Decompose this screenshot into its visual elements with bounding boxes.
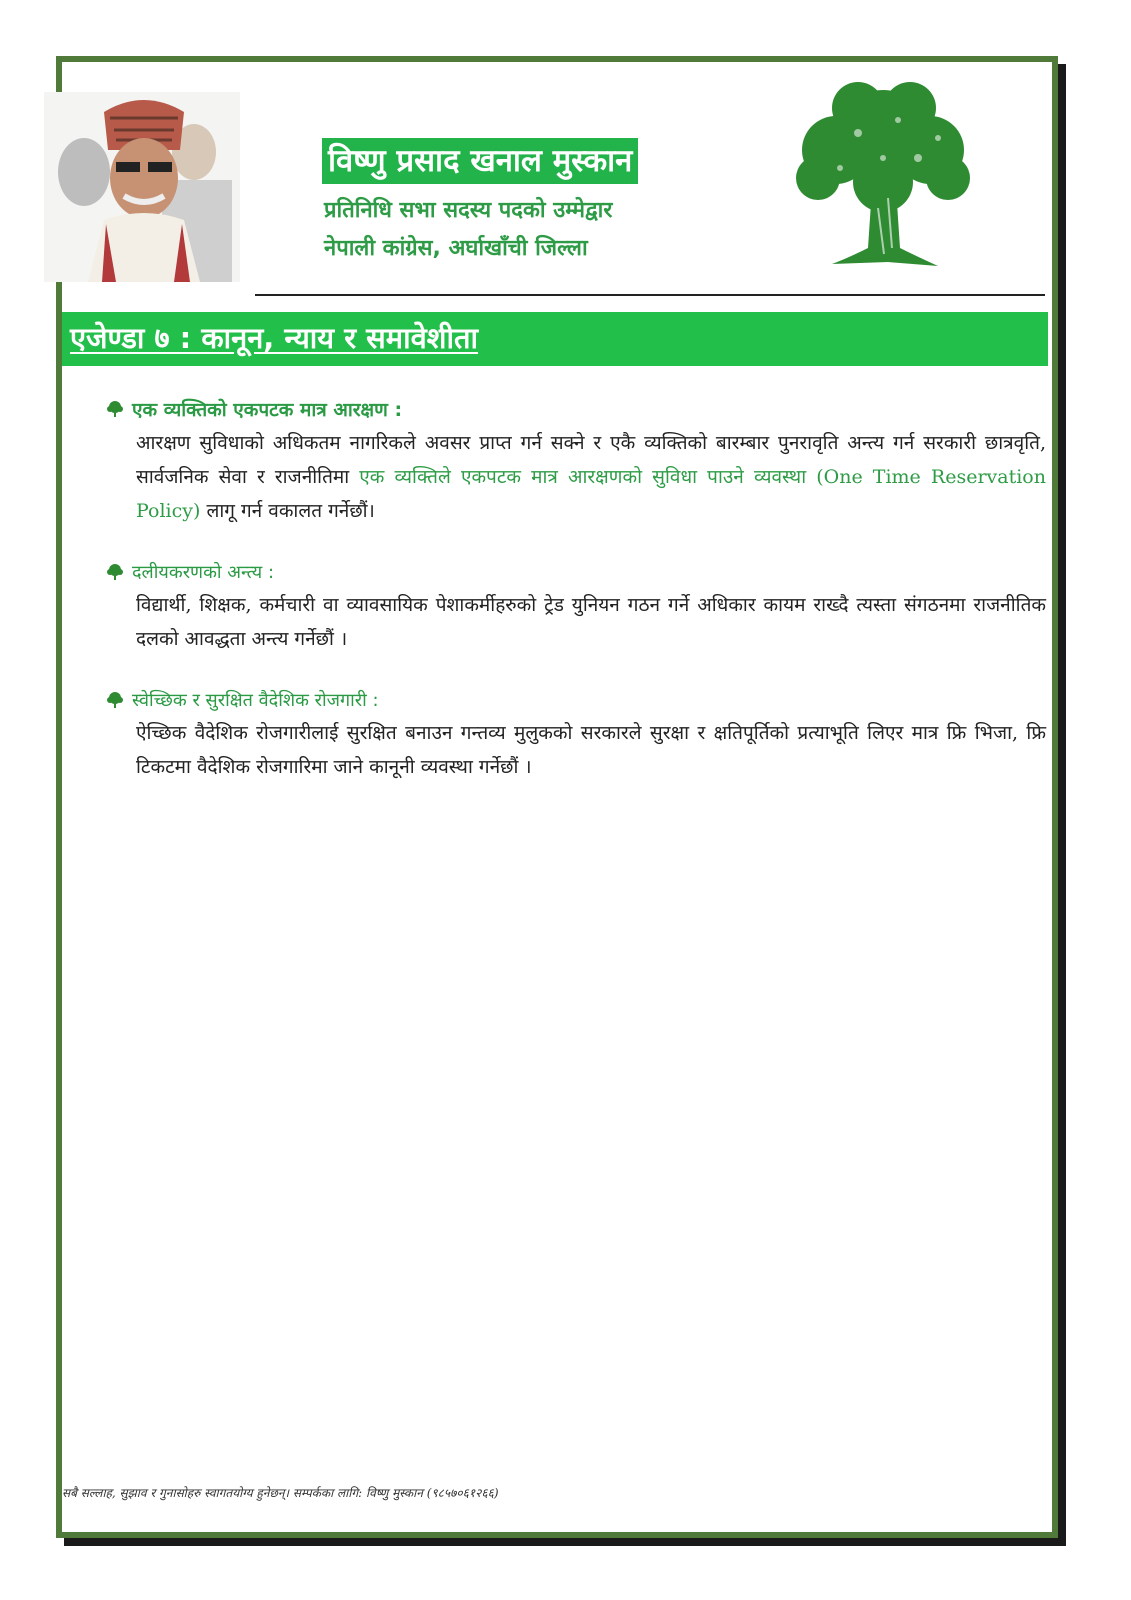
section-body: विद्यार्थी, शिक्षक, कर्मचारी वा व्यावसायिक पेशाकर्मीहरुको ट्रेड युनियन गठन गर्ने अधिकार कायम राख्दै त्यस्ता संगठनमा राजनीतिक दलको आवद्धता अन्त्य गर्नेछौं । <box>136 594 1046 650</box>
tree-icon <box>788 78 978 274</box>
section-heading: स्वेच्छिक र सुरक्षित वैदेशिक रोजगारी : <box>132 690 379 711</box>
section-foreign-employment <box>106 688 1056 784</box>
body-text-end: लागू गर्न वकालत गर्नेछौं। <box>200 500 375 522</box>
candidate-photo <box>44 92 240 282</box>
tree-bullet-icon <box>106 563 124 581</box>
section-heading: एक व्यक्तिको एकपटक मात्र आरक्षण : <box>132 399 403 421</box>
header-divider <box>255 294 1045 296</box>
section-end-politicization <box>106 560 1056 656</box>
body-text: आरक्षण सुविधाको अधिकतम नागरिकले अवसर प्राप्त गर्न सक्ने र एकै व्यक्तिको बारम्बार पुनरावृति अन्त्य गर्न सरकारी छात्रवृति, सार्वजनिक सेवा र राजनीतिमा <box>136 432 1046 488</box>
tree-bullet-icon <box>106 400 124 418</box>
party-district: नेपाली कांग्रेस, अर्घाखाँची जिल्ला <box>324 236 588 261</box>
tree-bullet-icon <box>106 691 124 709</box>
agenda-bar <box>62 312 1048 366</box>
footer-contact: सबै सल्लाह, सुझाव र गुनासोहरु स्वागतयोग्य हुनेछन्। सम्पर्कका लागि: विष्णु मुस्कान (९८५७०६१२६६) <box>62 1486 499 1500</box>
agenda-title: एजेण्डा ७ : कानून, न्याय र समावेशीता <box>70 321 479 355</box>
candidate-position: प्रतिनिधि सभा सदस्य पदको उम्मेद्वार <box>324 198 613 223</box>
section-one-time-reservation <box>106 396 1056 528</box>
section-body <box>136 426 1046 528</box>
section-body: ऐच्छिक वैदेशिक रोजगारीलाई सुरक्षित बनाउन गन्तव्य मुलुकको सरकारले सुरक्षा र क्षतिपूर्तिको प्रत्याभूति लिएर मात्र फ्रि भिजा, फ्रि टिकटमा वैदेशिक रोजगारिमा जाने कानूनी व्यवस्था गर्नेछौं । <box>136 722 1046 778</box>
candidate-name: विष्णु प्रसाद खनाल मुस्कान <box>322 138 638 184</box>
section-heading: दलीयकरणको अन्त्य : <box>132 562 275 583</box>
body-highlight: एक व्यक्तिले एकपटक मात्र आरक्षणको सुविधा पाउने व्यवस्था (One Time Reservation Policy) <box>136 466 1046 522</box>
